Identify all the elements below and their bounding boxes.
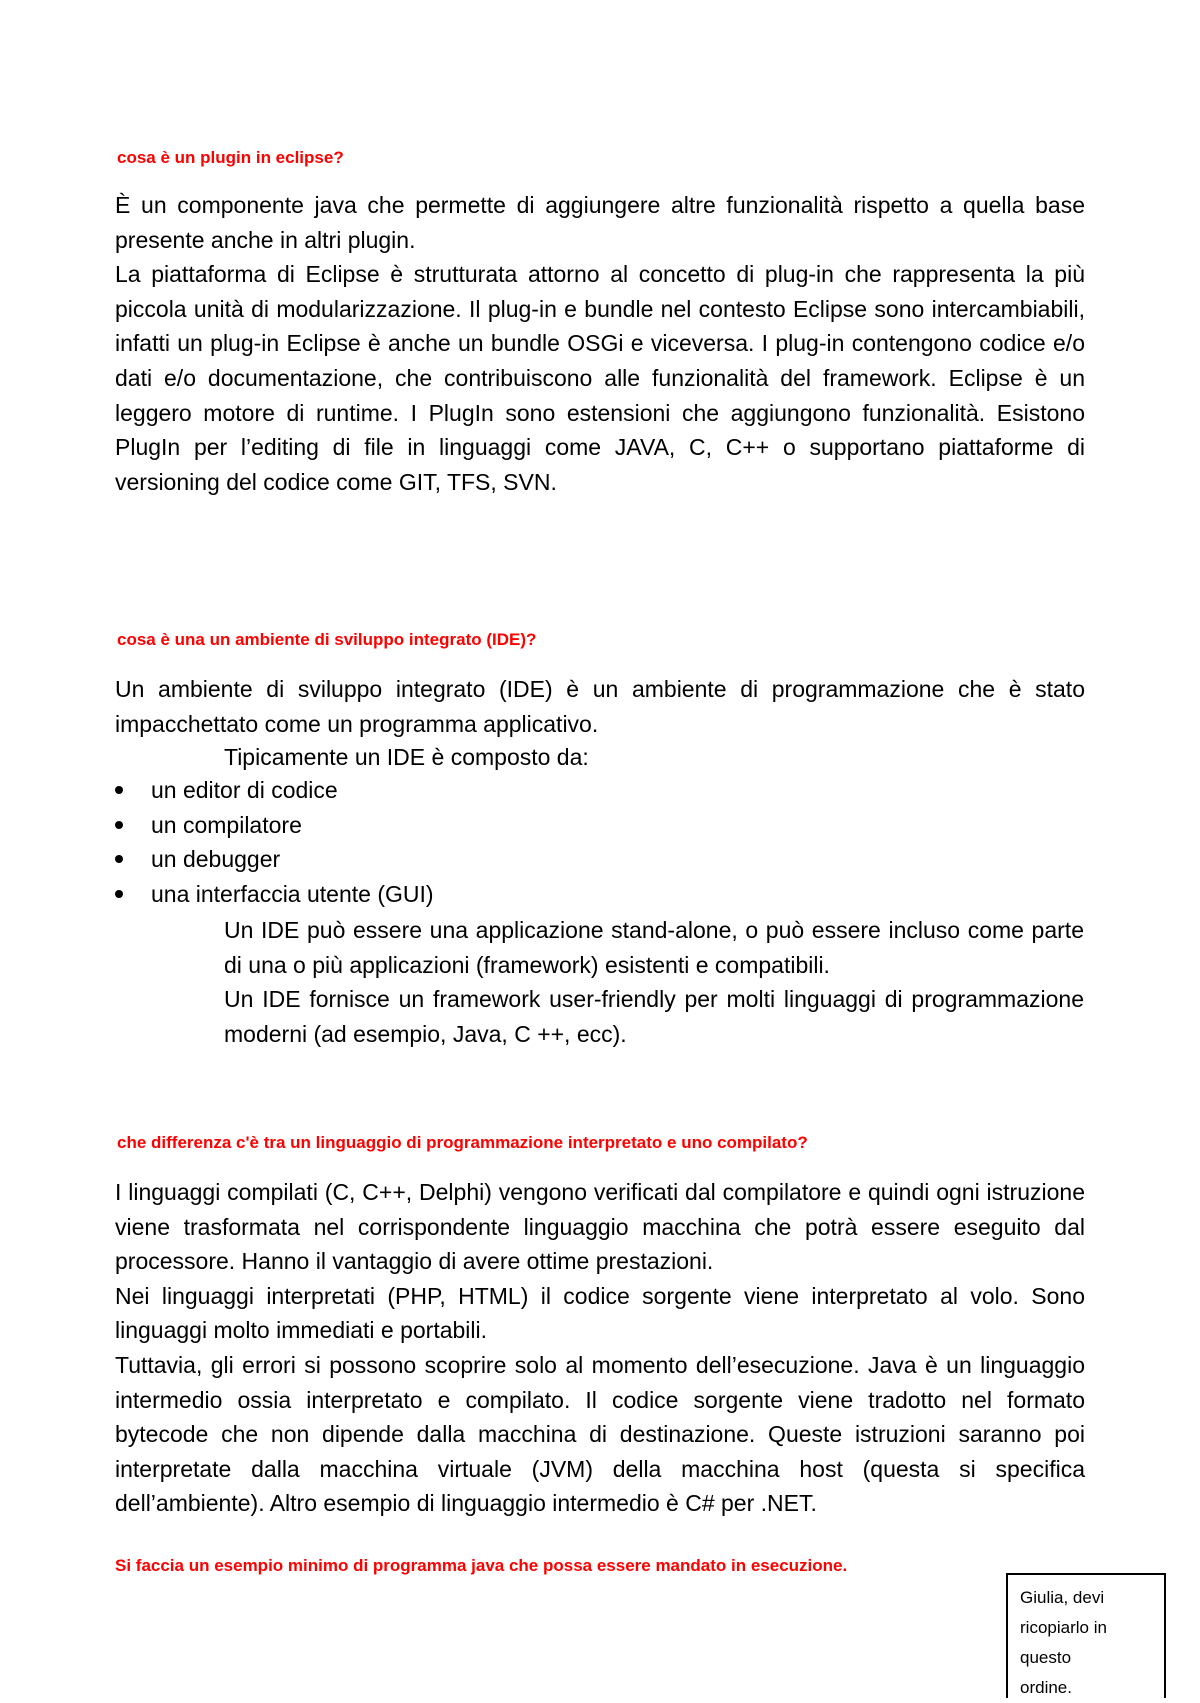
question-java-example: Si faccia un esempio minimo di programma java che possa essere mandato in esecuzione. [115,1556,848,1575]
ide-components-list [115,773,434,911]
question-plugin-eclipse: cosa è un plugin in eclipse? [117,148,344,167]
ide-note: Un IDE fornisce un framework user-friendly per molti linguaggi di programmazione moderni (ad esempio, Java, C ++, ecc). [224,986,1084,1047]
ide-notes [224,913,1084,1051]
note-line: ordine. [1020,1678,1072,1697]
answer-paragraph: La piattaforma di Eclipse è strutturata attorno al concetto di plug-in che rappresenta la più piccola unità di modularizzazione. Il plug-in e bundle nel contesto Eclipse sono intercambiabili, infatti un plug-in Eclipse è anche un bundle OSGi e viceversa. I plug-in contengono codice e/o dati e/o documentazione, che contribuiscono alle funzionalità del framework. Eclipse è un leggero motore di runtime. I PlugIn sono estensioni che aggiungono funzionalità. Esistono PlugIn per l’editing di file in linguaggi come JAVA, C, C++ o supportano piattaforme di versioning del codice come GIT, TFS, SVN. [115,261,1085,495]
list-item: un compilatore [115,808,434,843]
answer-paragraph: È un componente java che permette di aggiungere altre funzionalità rispetto a quella base presente anche in altri plugin. [115,192,1085,253]
ide-composed-label: Tipicamente un IDE è composto da: [224,744,589,770]
note-line: ricopiarlo in [1020,1618,1107,1637]
answer-interpreted-compiled [115,1175,1085,1521]
ide-intro: Un ambiente di sviluppo integrato (IDE) è un ambiente di programmazione che è stato impacchettato come un programma applicativo. [115,676,1085,737]
note-line: Giulia, devi [1020,1588,1105,1607]
answer-plugin-eclipse [115,188,1085,499]
bullet-icon [115,855,123,863]
bullet-icon [115,786,123,794]
ide-note: Un IDE può essere una applicazione stand-alone, o può essere incluso come parte di una o più applicazioni (framework) esistenti e compatibili. [224,917,1084,978]
list-item: un editor di codice [115,773,434,808]
bullet-icon [115,890,123,898]
bullet-icon [115,821,123,829]
list-item: una interfaccia utente (GUI) [115,877,434,912]
answer-paragraph: I linguaggi compilati (C, C++, Delphi) vengono verificati dal compilatore e quindi ogni istruzione viene trasformata nel corrispondente linguaggio macchina che potrà essere eseguito dal processore. Hanno il vantaggio di avere ottime prestazioni. [115,1179,1085,1275]
list-item: un debugger [115,842,434,877]
note-line: questo [1020,1648,1072,1667]
answer-paragraph: Tuttavia, gli errori si possono scoprire solo al momento dell’esecuzione. Java è un linguaggio intermedio ossia interpretato e compilato. Il codice sorgente viene tradotto nel formato bytecode che non dipende dalla macchina di destinazione. Queste istruzioni saranno poi interpretate dalla macchina virtuale (JVM) della macchina host (questa si specifica dell’ambiente). Altro esempio di linguaggio intermedio è C# per .NET. [115,1351,1085,1517]
question-interpreted-compiled: che differenza c'è tra un linguaggio di programmazione interpretato e uno compilato? [117,1133,808,1152]
question-ide: cosa è una un ambiente di sviluppo integrato (IDE)? [117,630,537,649]
answer-paragraph: Nei linguaggi interpretati (PHP, HTML) il codice sorgente viene interpretato al volo. Sono linguaggi molto immediati e portabili. [115,1282,1085,1344]
note-box [1006,1573,1166,1698]
